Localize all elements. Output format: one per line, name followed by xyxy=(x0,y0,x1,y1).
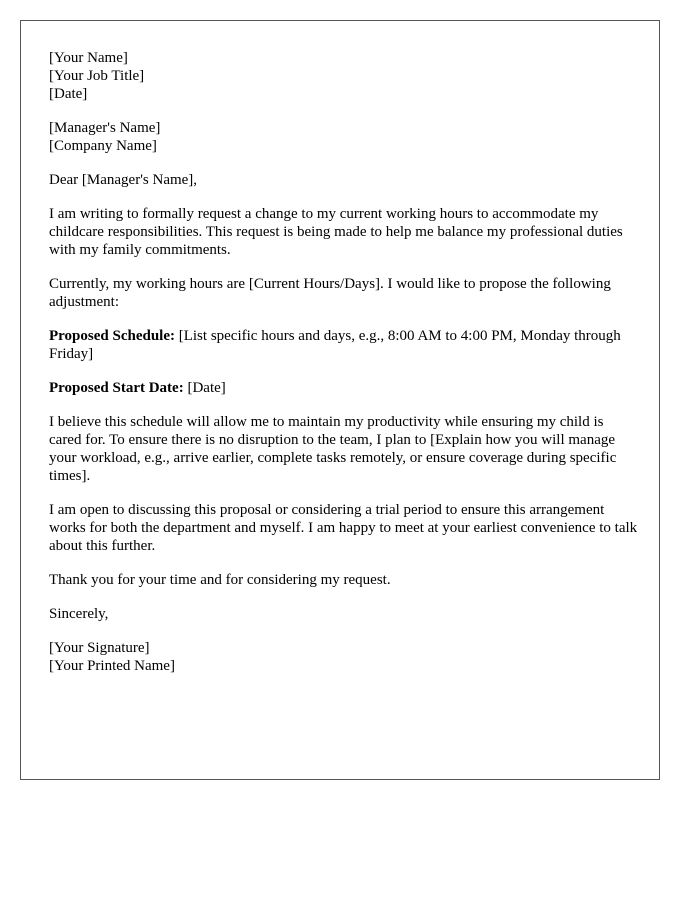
signature-block xyxy=(49,639,639,675)
recipient-block xyxy=(49,119,639,155)
sender-block xyxy=(49,49,639,103)
proposed-schedule xyxy=(49,327,639,363)
proposed-schedule-value: [List specific hours and days, e.g., 8:00 AM to 4:00 PM, Monday through Friday] xyxy=(49,328,621,362)
sender-date: [Date] xyxy=(49,86,88,102)
sender-job-title: [Your Job Title] xyxy=(49,68,145,84)
letter-body xyxy=(49,49,639,691)
paragraph-open: I am open to discussing this proposal or considering a trial period to ensure this arrangement works for both the department and myself. I am happy to meet at your earliest convenience to talk about this further. xyxy=(49,502,638,554)
sender-name: [Your Name] xyxy=(49,50,128,66)
paragraph-thanks: Thank you for your time and for considering my request. xyxy=(49,572,391,588)
proposed-schedule-label: Proposed Schedule: xyxy=(49,328,175,344)
closing: Sincerely, xyxy=(49,606,109,622)
recipient-company-name: [Company Name] xyxy=(49,138,157,154)
letter-page xyxy=(20,20,660,780)
salutation: Dear [Manager's Name], xyxy=(49,172,198,188)
proposed-start-date-value: [Date] xyxy=(183,380,226,396)
proposed-start-date xyxy=(49,379,639,397)
paragraph-intro: I am writing to formally request a change to my current working hours to accommodate my childcare responsibilities. This request is being made to help me balance my professional duties with my family commitments. xyxy=(49,206,623,258)
proposed-start-date-label: Proposed Start Date: xyxy=(49,380,184,396)
paragraph-belief: I believe this schedule will allow me to maintain my productivity while ensuring my child is cared for. To ensure there is no disruption to the team, I plan to [Explain how you will manage your workload, e.g., arrive earlier, complete tasks remotely, or ensure coverage during specific times]. xyxy=(49,414,617,484)
signature-line: [Your Signature] xyxy=(49,640,150,656)
recipient-manager-name: [Manager's Name] xyxy=(49,120,161,136)
paragraph-current-hours: Currently, my working hours are [Current Hours/Days]. I would like to propose the following adjustment: xyxy=(49,276,611,310)
printed-name: [Your Printed Name] xyxy=(49,658,175,674)
